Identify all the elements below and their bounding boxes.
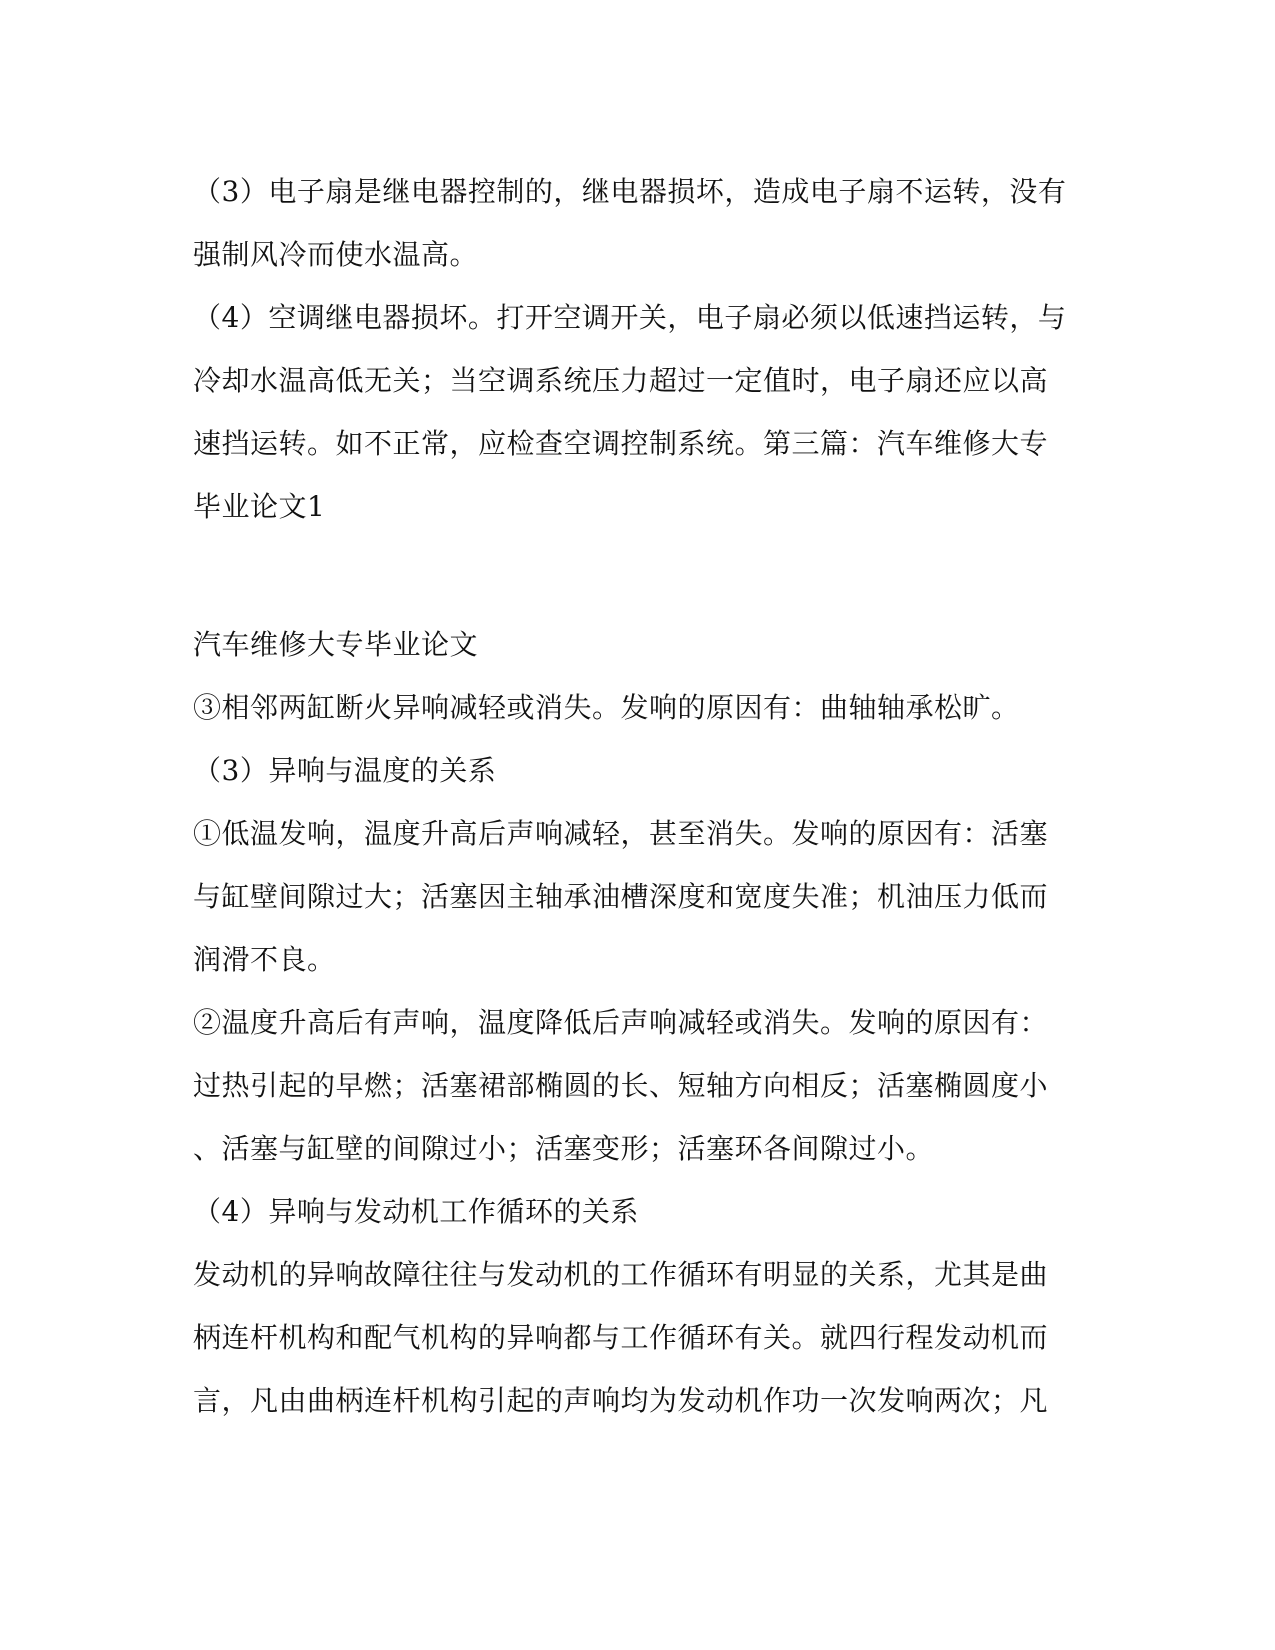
section-title: 汽车维修大专毕业论文 xyxy=(193,628,479,661)
text-line: （4）空调继电器损坏。打开空调开关，电子扇必须以低速挡运转，与 xyxy=(193,301,1067,334)
subheading: （4）异响与发动机工作循环的关系 xyxy=(193,1195,639,1228)
section-two xyxy=(193,613,1083,1432)
text-line: 强制风冷而使水温高。 xyxy=(193,238,479,271)
subheading: （3）异响与温度的关系 xyxy=(193,754,497,787)
text-line: 速挡运转。如不正常，应检查空调控制系统。第三篇：汽车维修大专 xyxy=(193,427,1049,460)
text-line: 言，凡由曲柄连杆机构引起的声响均为发动机作功一次发响两次；凡 xyxy=(193,1384,1049,1417)
text-line: ①低温发响，温度升高后声响减轻，甚至消失。发响的原因有：活塞 xyxy=(193,817,1049,850)
text-line: 润滑不良。 xyxy=(193,943,336,976)
text-line: ③相邻两缸断火异响减轻或消失。发响的原因有：曲轴轴承松旷。 xyxy=(193,691,1020,724)
text-line: ②温度升高后有声响，温度降低后声响减轻或消失。发响的原因有： xyxy=(193,1006,1049,1039)
text-line: 柄连杆机构和配气机构的异响都与工作循环有关。就四行程发动机而 xyxy=(193,1321,1049,1354)
text-line: 发动机的异响故障往往与发动机的工作循环有明显的关系，尤其是曲 xyxy=(193,1258,1049,1291)
text-line: 冷却水温高低无关；当空调系统压力超过一定值时，电子扇还应以高 xyxy=(193,364,1049,397)
text-line: 毕业论文1 xyxy=(193,490,326,523)
section-one xyxy=(193,160,1083,538)
text-line: 与缸壁间隙过大；活塞因主轴承油槽深度和宽度失准；机油压力低而 xyxy=(193,880,1049,913)
text-line: 、活塞与缸壁的间隙过小；活塞变形；活塞环各间隙过小。 xyxy=(193,1132,935,1165)
text-line: （3）电子扇是继电器控制的，继电器损坏，造成电子扇不运转，没有 xyxy=(193,175,1067,208)
text-line: 过热引起的早燃；活塞裙部椭圆的长、短轴方向相反；活塞椭圆度小 xyxy=(193,1069,1049,1102)
